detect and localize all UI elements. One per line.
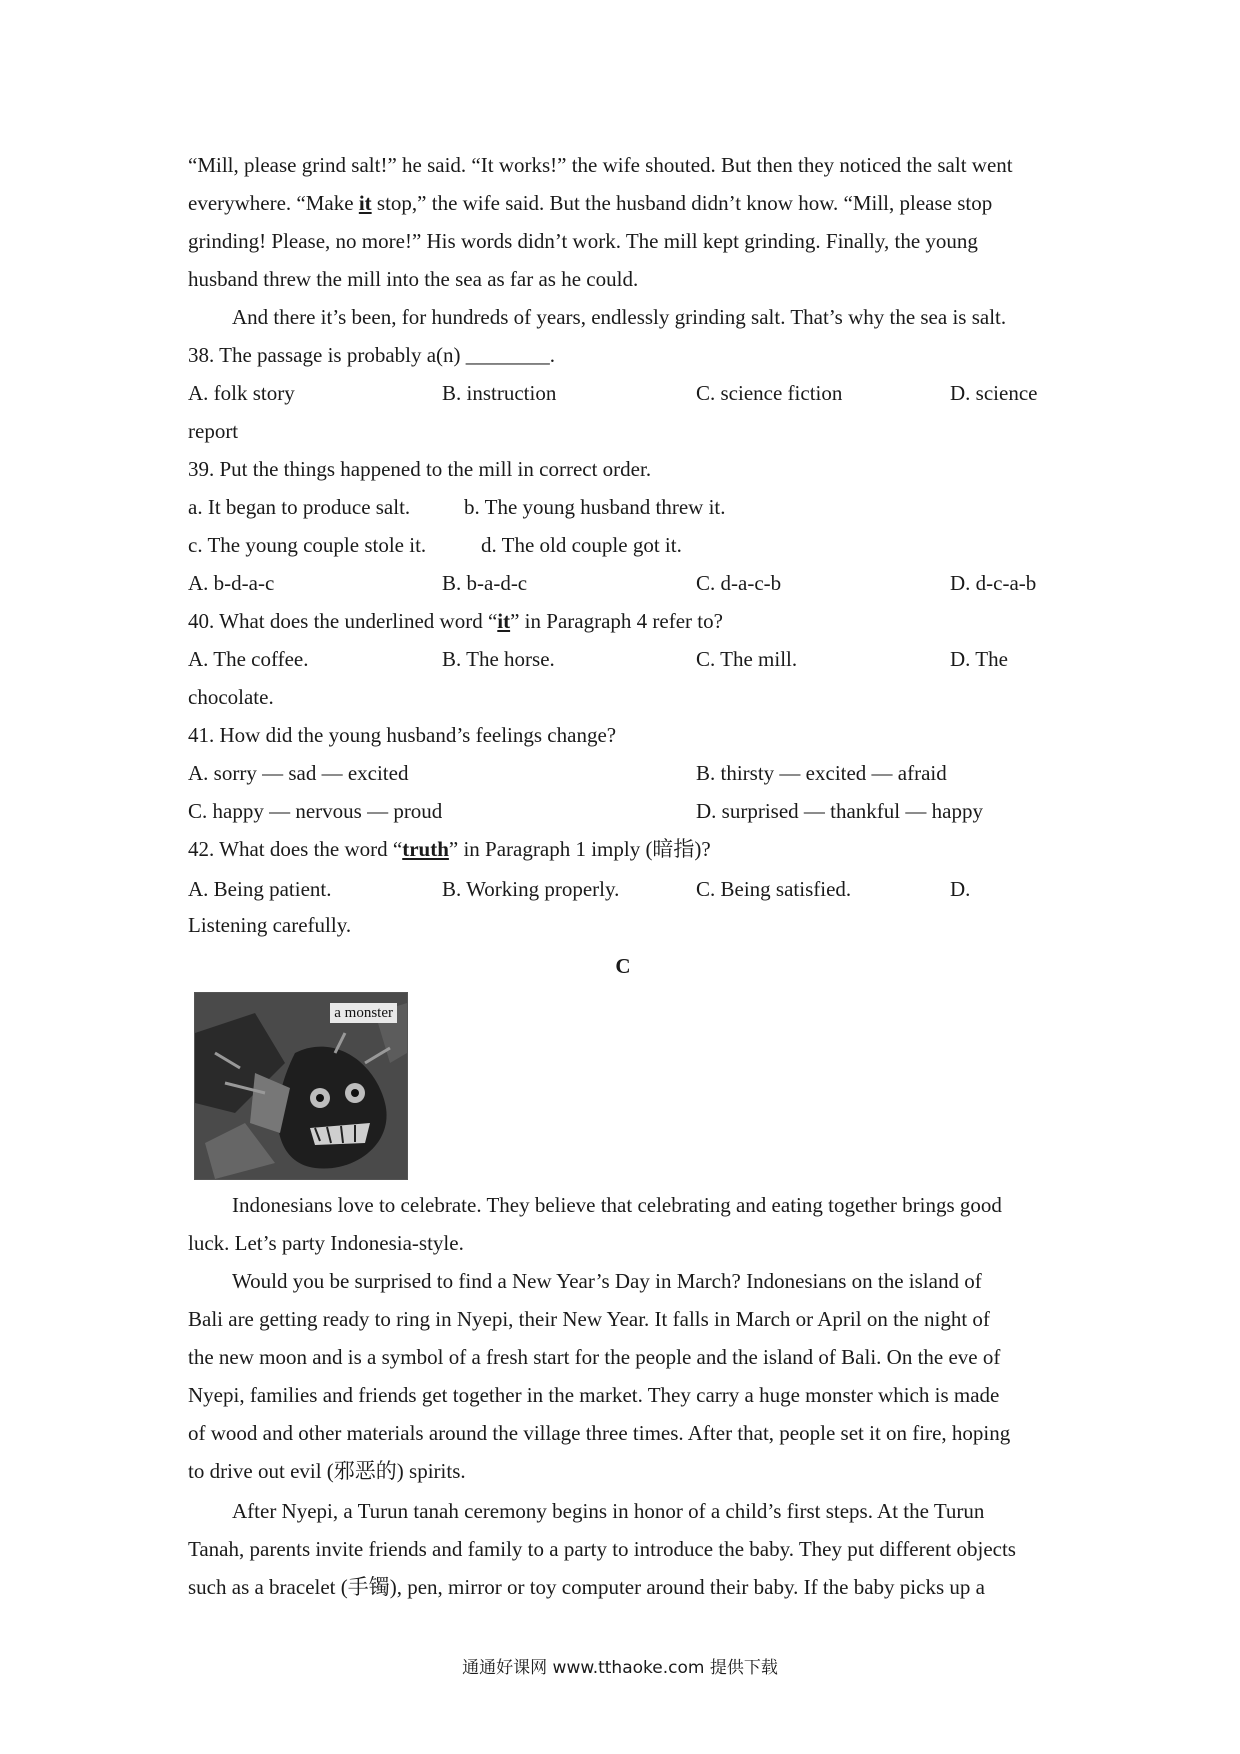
passage-line: husband threw the mill into the sea as far as he could. xyxy=(188,267,639,291)
option-a: A. sorry — sad — excited xyxy=(188,761,409,785)
exam-page xyxy=(188,146,1058,1606)
question-41-stem: 41. How did the young husband’s feelings change? xyxy=(188,723,617,747)
option-a: A. The coffee. xyxy=(188,647,309,671)
paragraph-line: After Nyepi, a Turun tanah ceremony begins in honor of a child’s first steps. At the Turun xyxy=(232,1499,985,1523)
option-a: A. Being patient. xyxy=(188,877,332,901)
question-41-options xyxy=(188,792,1058,830)
option-c: C. happy — nervous — proud xyxy=(188,799,443,823)
paragraph-line: Bali are getting ready to ring in Nyepi, their New Year. It falls in March or April on the night of xyxy=(188,1307,990,1331)
question-39-events xyxy=(188,488,1058,526)
question-39-stem: 39. Put the things happened to the mill in correct order. xyxy=(188,457,652,481)
paragraph-line: Tanah, parents invite friends and family to a party to introduce the baby. They put different objects xyxy=(188,1537,1016,1561)
question-40-stem: 40. What does the underlined word “it” in Paragraph 4 refer to? xyxy=(188,609,723,633)
question-39-options xyxy=(188,564,1058,602)
question-38-options xyxy=(188,374,1058,412)
section-heading: C xyxy=(615,954,631,978)
option-d: D. xyxy=(950,877,971,901)
option-a: A. folk story xyxy=(188,381,295,405)
option-wrap: chocolate. xyxy=(188,685,274,709)
option-d: D. The xyxy=(950,647,1008,671)
passage-line: grinding! Please, no more!” His words didn’t work. The mill kept grinding. Finally, the young xyxy=(188,229,978,253)
question-42-options xyxy=(188,868,1058,906)
page-footer: 通通好课网 www.tthaoke.com 提供下载 xyxy=(462,1658,778,1678)
event-b: b. The young husband threw it. xyxy=(464,495,726,519)
option-b: B. Working properly. xyxy=(442,877,620,901)
option-c: C. d-a-c-b xyxy=(696,571,782,595)
option-wrap: report xyxy=(188,419,239,443)
question-42-stem: 42. What does the word “truth” in Paragraph 1 imply (暗指)? xyxy=(188,837,711,861)
option-wrap: Listening carefully. xyxy=(188,913,352,937)
option-d: D. d-c-a-b xyxy=(950,571,1037,595)
option-d: D. surprised — thankful — happy xyxy=(696,799,983,823)
paragraph-line: Indonesians love to celebrate. They believe that celebrating and eating together brings good xyxy=(232,1193,1002,1217)
paragraph-line: to drive out evil (邪恶的) spirits. xyxy=(188,1459,466,1483)
event-c: c. The young couple stole it. xyxy=(188,533,427,557)
paragraph-line: Would you be surprised to find a New Year’s Day in March? Indonesians on the island of xyxy=(232,1269,982,1293)
question-38-stem: 38. The passage is probably a(n) ________. xyxy=(188,343,556,367)
option-c: C. science fiction xyxy=(696,381,843,405)
option-a: A. b-d-a-c xyxy=(188,571,275,595)
question-39-events xyxy=(188,526,1058,564)
underlined-word-truth: truth xyxy=(402,837,449,861)
question-41-options xyxy=(188,754,1058,792)
option-b: B. thirsty — excited — afraid xyxy=(696,761,947,785)
event-a: a. It began to produce salt. xyxy=(188,495,411,519)
option-c: C. Being satisfied. xyxy=(696,877,852,901)
monster-photo xyxy=(194,992,408,1180)
image-caption: a monster xyxy=(330,1003,397,1023)
underlined-word-it: it xyxy=(497,609,511,633)
paragraph-line: the new moon and is a symbol of a fresh start for the people and the island of Bali. On the eve of xyxy=(188,1345,1001,1369)
paragraph-line: Nyepi, families and friends get together in the market. They carry a huge monster which is made xyxy=(188,1383,1000,1407)
underlined-word-it: it xyxy=(358,191,372,215)
paragraph-line: luck. Let’s party Indonesia-style. xyxy=(188,1231,464,1255)
option-b: B. The horse. xyxy=(442,647,555,671)
option-b: B. instruction xyxy=(442,381,557,405)
paragraph-line: of wood and other materials around the village three times. After that, people set it on fire, hoping xyxy=(188,1421,1011,1445)
passage-line: “Mill, please grind salt!” he said. “It works!” the wife shouted. But then they noticed the salt went xyxy=(188,153,1013,177)
paragraph-line: such as a bracelet (手镯), pen, mirror or toy computer around their baby. If the baby picks up a xyxy=(188,1575,985,1599)
question-40-options xyxy=(188,640,1058,678)
option-c: C. The mill. xyxy=(696,647,798,671)
passage-line: everywhere. “Make it stop,” the wife said. But the husband didn’t know how. “Mill, please stop xyxy=(188,191,993,215)
option-d: D. science xyxy=(950,381,1038,405)
option-b: B. b-a-d-c xyxy=(442,571,528,595)
event-d: d. The old couple got it. xyxy=(481,533,682,557)
passage-closing: And there it’s been, for hundreds of years, endlessly grinding salt. That’s why the sea is salt. xyxy=(232,305,1007,329)
